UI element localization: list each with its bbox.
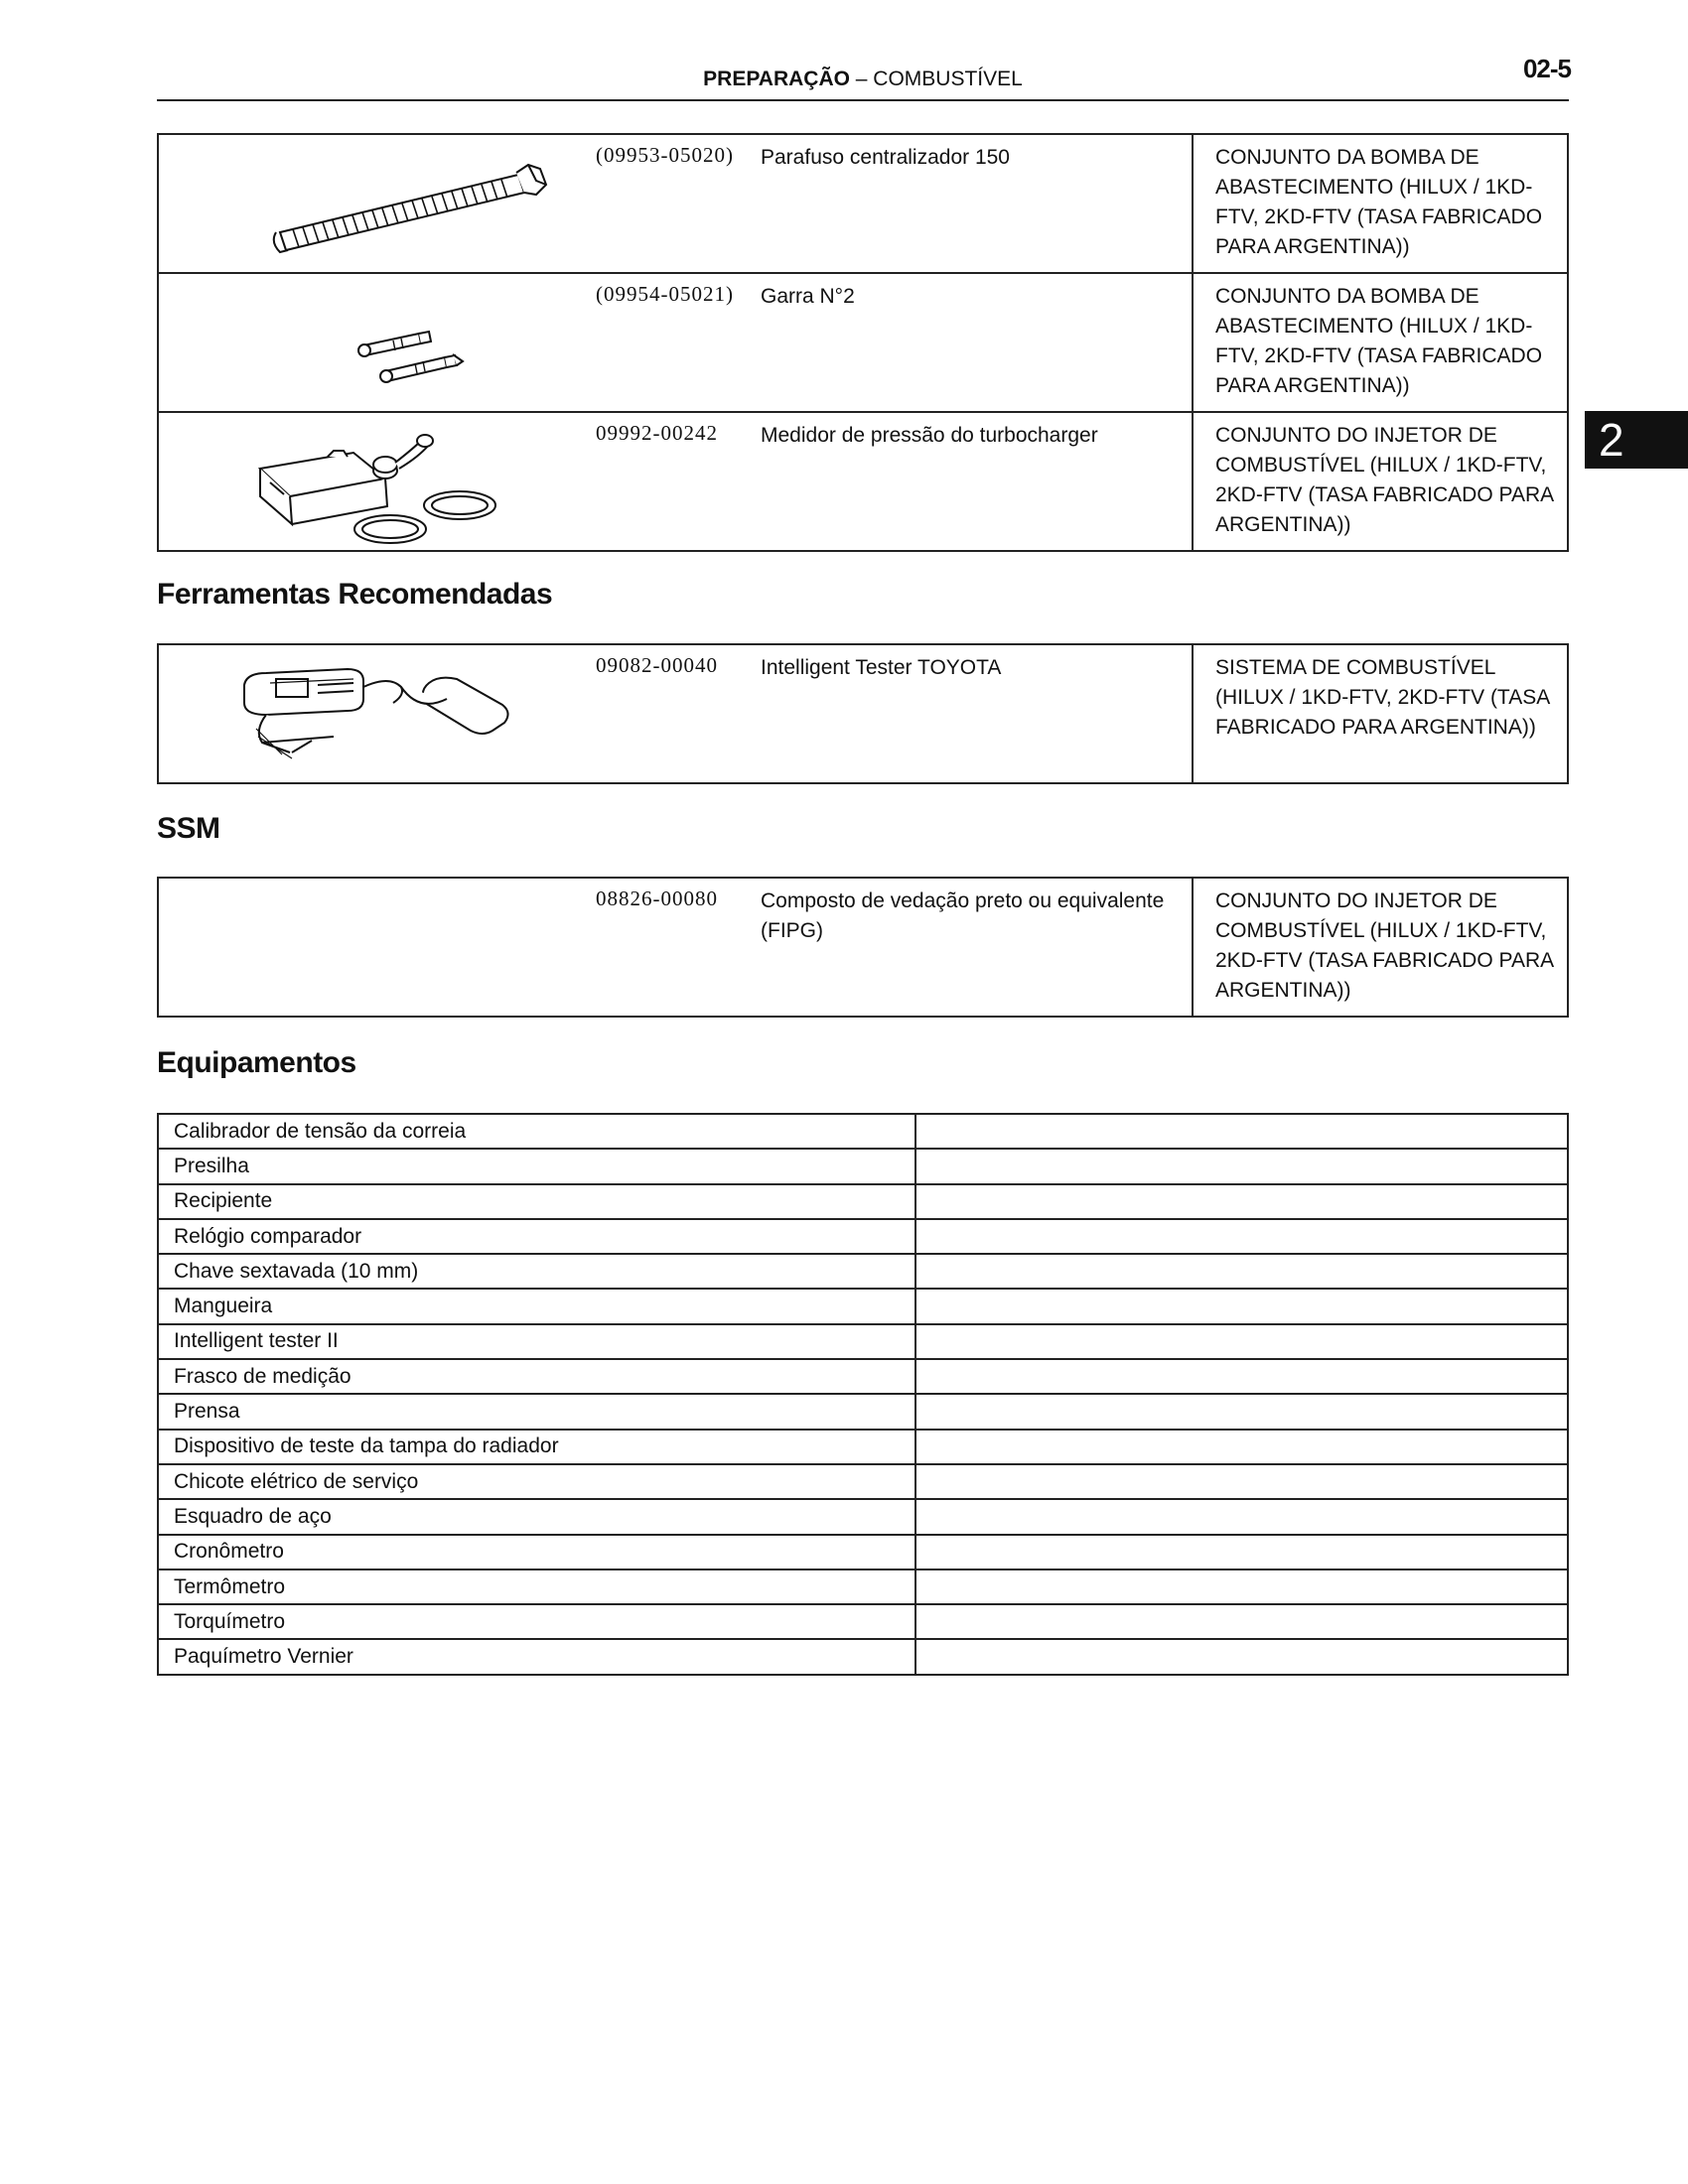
tool-illustration-cell (158, 412, 596, 551)
table-row (158, 273, 1568, 412)
tool-name: Medidor de pressão do turbocharger (761, 424, 1098, 447)
application: CONJUNTO DO INJETOR DE COMBUSTÍVEL (HILUX / 1KD-FTV, 2KD-FTV (TASA FABRICADO PARA ARGENTINA)) (1193, 878, 1568, 1017)
tool-name: Intelligent Tester TOYOTA (761, 656, 1002, 679)
part-number: 08826-00080 (596, 887, 718, 910)
table-row (158, 1535, 1568, 1570)
equipment-note (915, 1149, 1568, 1183)
equipment-item: Termômetro (158, 1570, 915, 1604)
application: CONJUNTO DO INJETOR DE COMBUSTÍVEL (HILUX / 1KD-FTV, 2KD-FTV (TASA FABRICADO PARA ARGENTINA)) (1193, 412, 1568, 551)
tool-illustration-cell (158, 878, 596, 1017)
subsection-title: – COMBUSTÍVEL (849, 68, 1023, 90)
equipment-note (915, 1639, 1568, 1674)
table-row (158, 412, 1568, 551)
claw-illustration (159, 274, 596, 411)
part-number: (09953-05020) (596, 143, 734, 167)
equipment-item: Frasco de medição (158, 1359, 915, 1394)
part-number: 09992-00242 (596, 421, 718, 445)
equipment-item: Presilha (158, 1149, 915, 1183)
equipment-note (915, 1570, 1568, 1604)
equipment-item: Torquímetro (158, 1604, 915, 1639)
application: CONJUNTO DA BOMBA DE ABASTECIMENTO (HILUX / 1KD-FTV, 2KD-FTV (TASA FABRICADO PARA ARGENTINA)) (1193, 134, 1568, 273)
chapter-tab: 2 (1585, 411, 1688, 469)
table-row (158, 1464, 1568, 1499)
equipment-item: Dispositivo de teste da tampa do radiador (158, 1430, 915, 1464)
equipment-note (915, 1394, 1568, 1429)
equipment-item: Intelligent tester II (158, 1324, 915, 1359)
equipment-note (915, 1184, 1568, 1219)
table-row (158, 1149, 1568, 1183)
table-row (158, 1570, 1568, 1604)
equipment-note (915, 1499, 1568, 1534)
part-number: 09082-00040 (596, 653, 718, 677)
table-row (158, 1184, 1568, 1219)
tool-info-cell (596, 412, 1193, 551)
tool-name: Garra N°2 (761, 285, 855, 308)
equipment-note (915, 1289, 1568, 1323)
equipment-note (915, 1359, 1568, 1394)
equipment-item: Esquadro de aço (158, 1499, 915, 1534)
table-row (158, 1324, 1568, 1359)
equipment-table (157, 1113, 1569, 1676)
equipment-item: Recipiente (158, 1184, 915, 1219)
intelligent-tester-illustration (159, 645, 596, 782)
equipment-note (915, 1604, 1568, 1639)
equipment-note (915, 1254, 1568, 1289)
table-row (158, 1430, 1568, 1464)
ssm-heading: SSM (157, 812, 220, 845)
table-row (158, 1219, 1568, 1254)
tool-illustration-cell (158, 273, 596, 412)
ssm-table (157, 877, 1569, 1018)
header-divider (157, 99, 1569, 101)
tool-info-cell (596, 134, 1193, 273)
recommended-tools-table (157, 643, 1569, 784)
table-row (158, 1289, 1568, 1323)
table-row (158, 878, 1568, 1017)
part-number: (09954-05021) (596, 282, 734, 306)
table-row (158, 1394, 1568, 1429)
tool-name: Parafuso centralizador 150 (761, 146, 1010, 169)
table-row (158, 1114, 1568, 1149)
tool-info-cell (596, 273, 1193, 412)
table-row (158, 644, 1568, 783)
table-row (158, 1639, 1568, 1674)
equipment-item: Chicote elétrico de serviço (158, 1464, 915, 1499)
tool-illustration-cell (158, 134, 596, 273)
centering-bolt-illustration (159, 135, 596, 272)
equipment-note (915, 1114, 1568, 1149)
application: SISTEMA DE COMBUSTÍVEL (HILUX / 1KD-FTV, 2KD-FTV (TASA FABRICADO PARA ARGENTINA)) (1193, 644, 1568, 783)
table-row (158, 1499, 1568, 1534)
equipment-item: Calibrador de tensão da correia (158, 1114, 915, 1149)
equipment-note (915, 1464, 1568, 1499)
page-header-title (157, 68, 1569, 91)
equipment-note (915, 1324, 1568, 1359)
sst-table (157, 133, 1569, 552)
equipment-item: Relógio comparador (158, 1219, 915, 1254)
equipment-heading: Equipamentos (157, 1046, 356, 1079)
equipment-item: Mangueira (158, 1289, 915, 1323)
tool-name: Composto de vedação preto ou equivalente (FIPG) (761, 889, 1165, 942)
section-title: PREPARAÇÃO (703, 68, 850, 90)
turbo-pressure-gauge-illustration (159, 413, 596, 550)
equipment-note (915, 1535, 1568, 1570)
recommended-tools-heading: Ferramentas Recomendadas (157, 578, 553, 611)
equipment-item: Cronômetro (158, 1535, 915, 1570)
table-row (158, 134, 1568, 273)
page-number: 02-5 (1522, 54, 1571, 83)
tool-info-cell (596, 878, 1193, 1017)
equipment-item: Chave sextavada (10 mm) (158, 1254, 915, 1289)
tool-illustration-cell (158, 644, 596, 783)
equipment-note (915, 1430, 1568, 1464)
table-row (158, 1604, 1568, 1639)
application: CONJUNTO DA BOMBA DE ABASTECIMENTO (HILUX / 1KD-FTV, 2KD-FTV (TASA FABRICADO PARA ARGENTINA)) (1193, 273, 1568, 412)
equipment-item: Prensa (158, 1394, 915, 1429)
equipment-item: Paquímetro Vernier (158, 1639, 915, 1674)
table-row (158, 1359, 1568, 1394)
equipment-note (915, 1219, 1568, 1254)
table-row (158, 1254, 1568, 1289)
tool-info-cell (596, 644, 1193, 783)
